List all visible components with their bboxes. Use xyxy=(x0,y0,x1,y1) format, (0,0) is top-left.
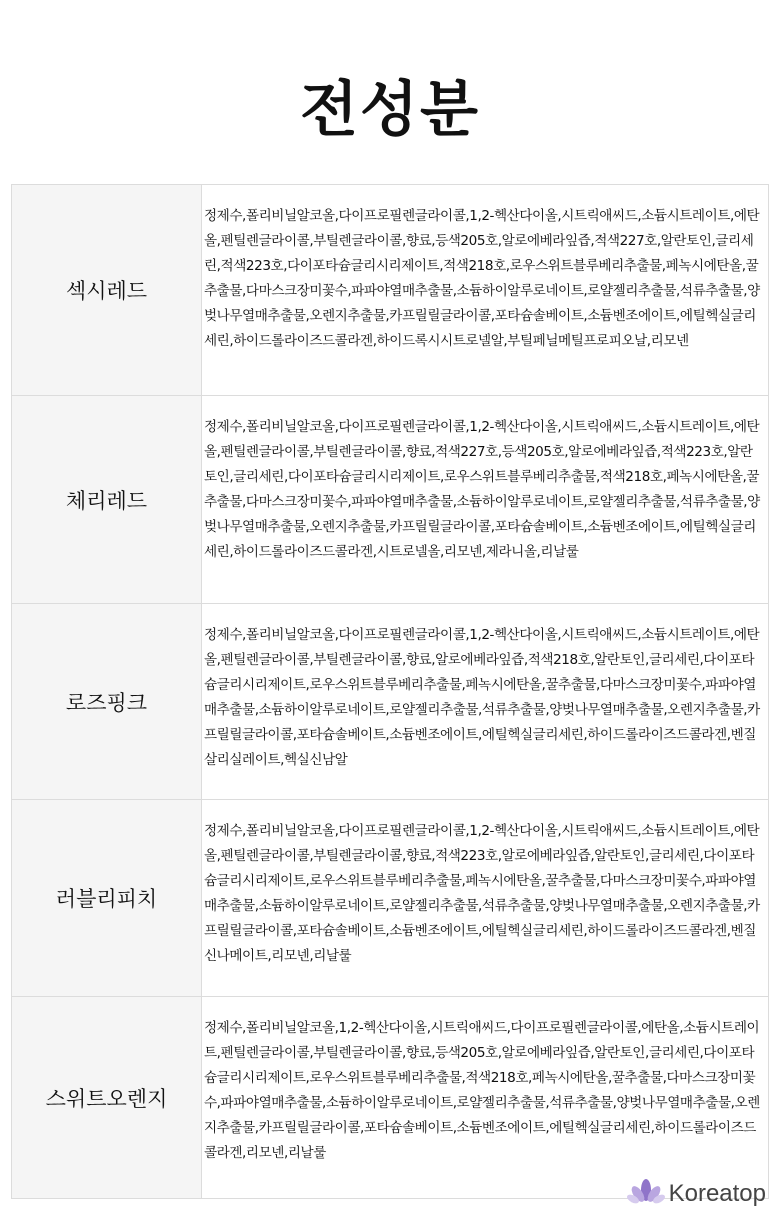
table-row xyxy=(12,997,768,1198)
product-name: 섹시레드 xyxy=(12,185,202,395)
table-row xyxy=(12,604,768,800)
product-name: 스위트오렌지 xyxy=(12,997,202,1198)
lotus-icon xyxy=(627,1177,665,1211)
ingredient-list: 정제수,폴리비닐알코올,다이프로필렌글라이콜,1,2-헥산다이올,시트릭애씨드,소듐시트레이트,에탄올,펜틸렌글라이콜,부틸렌글라이콜,향료,알로에베라잎즙,적색218호,알란토인,글리세린,다이포타슘글리시리제이트,로우스위트블루베리추출물,페녹시에탄올,꿀추출물,다마스크장미꽃수,파파야열매추출물,소듐하이알루로네이트,로얄젤리추출물,석류추출물,양벚나무열매추출물,오렌지추출물,카프릴릴글라이콜,포타슘솔베이트,소듐벤조에이트,에틸헥실글리세린,하이드롤라이즈드콜라겐,벤질살리실레이트,헥실신남알 xyxy=(204,627,760,768)
ingredient-list: 정제수,폴리비닐알코올,1,2-헥산다이올,시트릭애씨드,다이프로필렌글라이콜,에탄올,소듐시트레이트,펜틸렌글라이콜,부틸렌글라이콜,향료,등색205호,알로에베라잎즙,알란토인,글리세린,다이포타슘글리시리제이트,로우스위트블루베리추출물,적색218호,페녹시에탄올,꿀추출물,다마스크장미꽃수,파파야열매추출물,소듐하이알루로네이트,로얄젤리추출물,석류추출물,양벚나무열매추출물,오렌지추출물,카프릴릴글라이콜,포타슘솔베이트,소듐벤조에이트,에틸헥실글리세린,하이드롤라이즈드콜라겐,리모넨,리날룰 xyxy=(204,1020,760,1161)
product-name: 체리레드 xyxy=(12,396,202,603)
product-name: 러블리피치 xyxy=(12,800,202,996)
product-name: 로즈핑크 xyxy=(12,604,202,799)
ingredient-list: 정제수,폴리비닐알코올,다이프로필렌글라이콜,1,2-헥산다이올,시트릭애씨드,소듐시트레이트,에탄올,펜틸렌글라이콜,부틸렌글라이콜,향료,등색205호,알로에베라잎즙,적색227호,알란토인,글리세린,적색223호,다이포타슘글리시리제이트,적색218호,로우스위트블루베리추출물,페녹시에탄올,꿀추출물,다마스크장미꽃수,파파야열매추출물,소듐하이알루로네이트,로얄젤리추출물,석류추출물,양벚나무열매추출물,오렌지추출물,카프릴릴글라이콜,포타슘솔베이트,소듐벤조에이트,에틸헥실글리세린,하이드롤라이즈드콜라겐,하이드록시시트로넬알,부틸페닐메틸프로피오날,리모넨 xyxy=(204,208,760,349)
koreatop-watermark xyxy=(627,1177,766,1211)
ingredients-table xyxy=(11,184,769,1199)
table-row xyxy=(12,185,768,396)
table-row xyxy=(12,396,768,604)
table-row xyxy=(12,800,768,997)
watermark-text: Koreatop xyxy=(668,1180,766,1207)
page-title: 전성분 xyxy=(300,75,480,145)
ingredient-list: 정제수,폴리비닐알코올,다이프로필렌글라이콜,1,2-헥산다이올,시트릭애씨드,소듐시트레이트,에탄올,펜틸렌글라이콜,부틸렌글라이콜,향료,적색223호,알로에베라잎즙,알란토인,글리세린,다이포타슘글리시리제이트,로우스위트블루베리추출물,페녹시에탄올,꿀추출물,다마스크장미꽃수,파파야열매추출물,소듐하이알루로네이트,로얄젤리추출물,석류추출물,양벚나무열매추출물,오렌지추출물,카프릴릴글라이콜,포타슘솔베이트,소듐벤조에이트,에틸헥실글리세린,하이드롤라이즈드콜라겐,벤질신나메이트,리모넨,리날룰 xyxy=(204,823,760,964)
ingredient-list: 정제수,폴리비닐알코올,다이프로필렌글라이콜,1,2-헥산다이올,시트릭애씨드,소듐시트레이트,에탄올,펜틸렌글라이콜,부틸렌글라이콜,향료,적색227호,등색205호,알로에베라잎즙,적색223호,알란토인,글리세린,다이포타슘글리시리제이트,로우스위트블루베리추출물,적색218호,페녹시에탄올,꿀추출물,다마스크장미꽃수,파파야열매추출물,소듐하이알루로네이트,로얄젤리추출물,석류추출물,양벚나무열매추출물,오렌지추출물,카프릴릴글라이콜,포타슘솔베이트,소듐벤조에이트,에틸헥실글리세린,하이드롤라이즈드콜라겐,시트로넬올,리모넨,제라니올,리날룰 xyxy=(204,419,760,560)
